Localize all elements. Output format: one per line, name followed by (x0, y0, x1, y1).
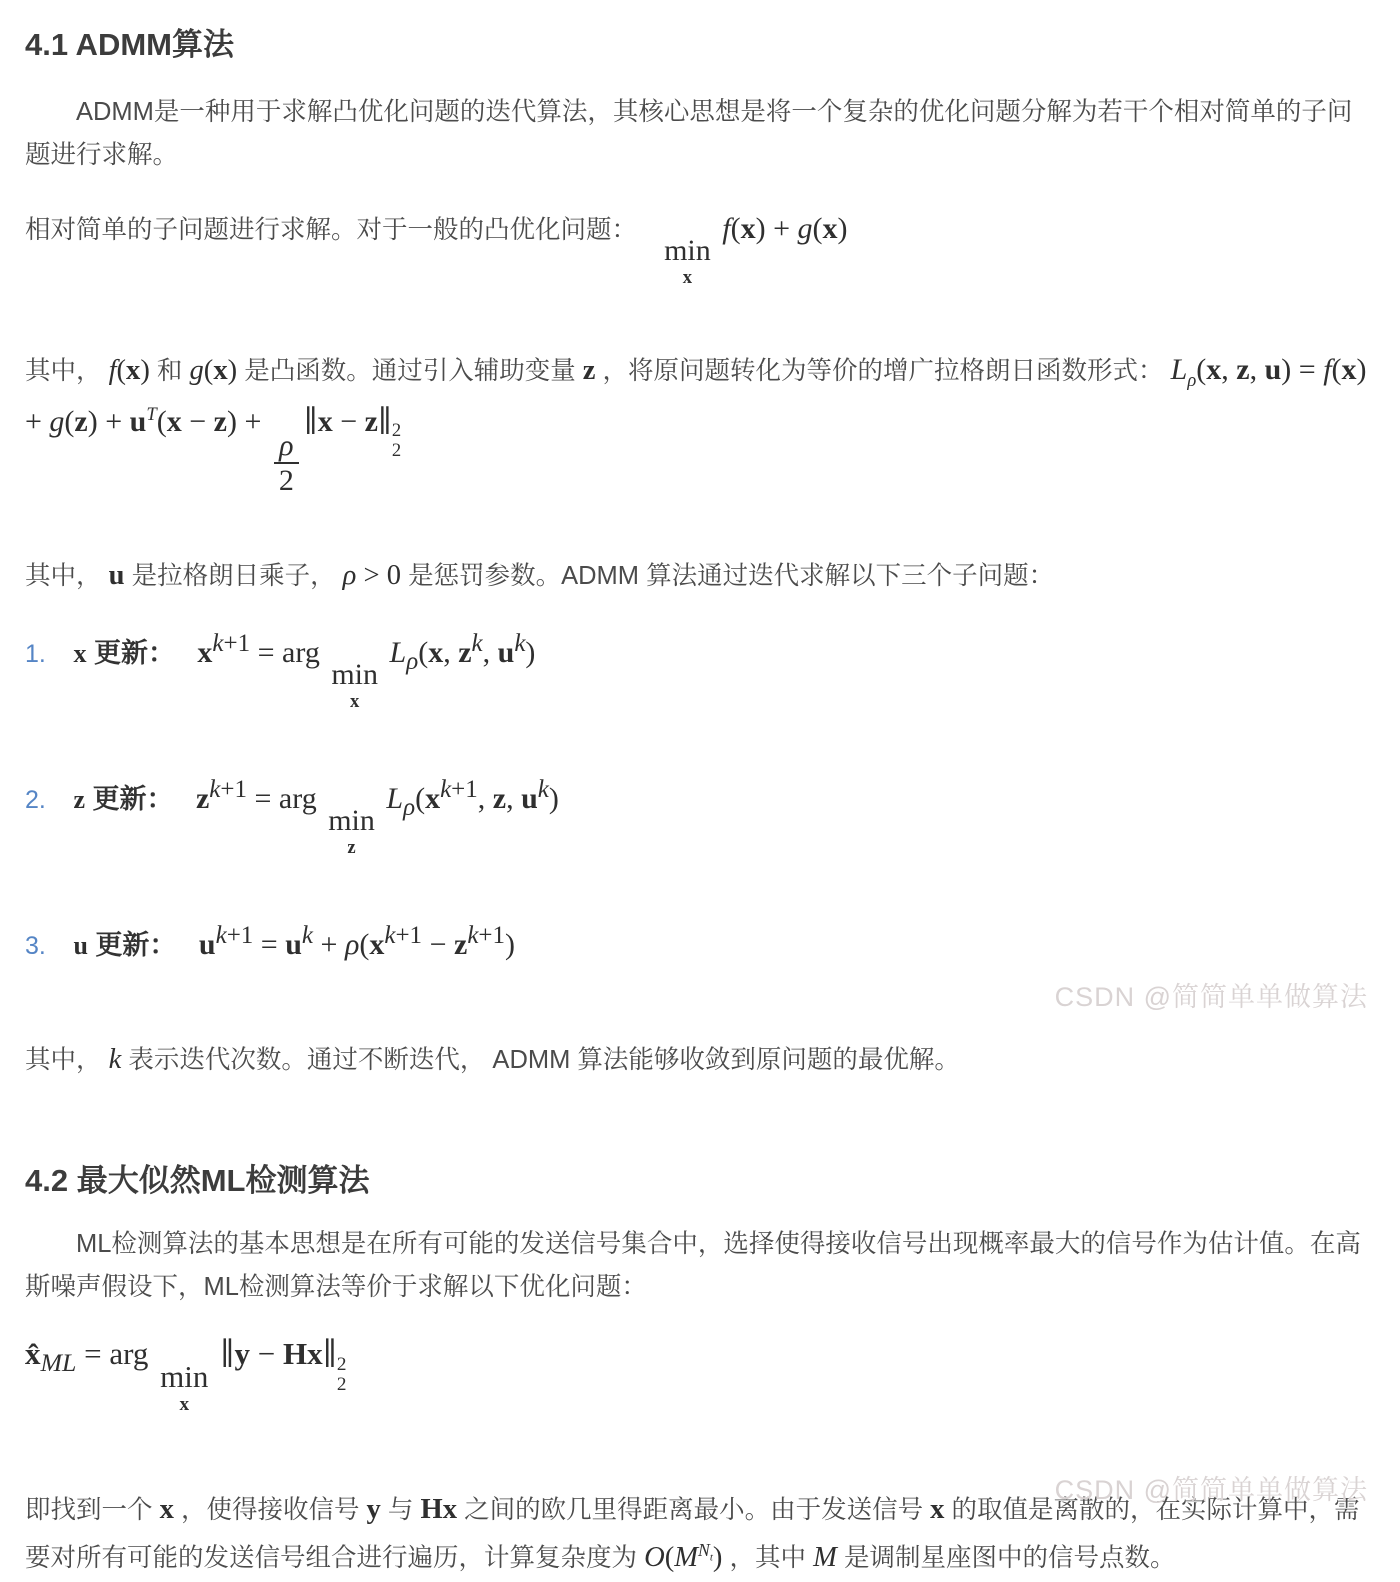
convex-problem-paragraph: 相对简单的子问题进行求解。对于一般的凸优化问题： min x f(x) + g(x) (25, 211, 848, 289)
list-number: 1. (25, 639, 46, 668)
list-number: 3. (25, 932, 46, 961)
list-item-z-update (25, 776, 1375, 858)
csdn-watermark: CSDN @简简单单做算法 (1054, 982, 1368, 1012)
section-41-heading: 4.1 ADMM算法 (25, 27, 234, 62)
section-42-heading: 4.2 最大似然ML检测算法 (25, 1163, 370, 1199)
x-update-formula: $x^{k+1}$ = arg min x $L_\rho(x$, $z^k$, $u^k$) (197, 629, 536, 713)
z-update-label: z 更新： (73, 783, 174, 814)
admm-intro-paragraph: ADMM是一种用于求解凸优化问题的迭代算法，其核心思想是将一个复杂的优化问题分解为若干个相对简单的子问题进行求解。 (25, 97, 1353, 169)
multiplier-penalty-paragraph: 其中， u 是拉格朗日乘子， ρ > 0 是惩罚参数。ADMM 算法通过迭代求解以下三个子问题： (25, 559, 1055, 591)
augmented-lagrangian-paragraph: 其中， f(x) 和 g(x) 是凸函数。通过引入辅助变量 z ，将原问题转化为等价的增广拉格朗日函数形式： $L_\rho(x$, z, $u) = f(x) + g(z) + u^T(x - z)$ + $\frac{\rho}{2}$ ∥x − z∥ 2 2 (25, 352, 1367, 497)
x-update-label: x 更新： (73, 637, 175, 668)
list-item-u-update (25, 922, 1375, 962)
admm-update-list (25, 630, 1375, 962)
csdn-watermark: CSDN @简简单单做算法 (1054, 1475, 1368, 1505)
convergence-paragraph: 其中， k 表示迭代次数。通过不断迭代， ADMM 算法能够收敛到原问题的最优解。 (25, 1044, 960, 1076)
ml-intro-paragraph: ML检测算法的基本思想是在所有可能的发送信号集合中，选择使得接收信号出现概率最大的信号作为估计值。在高斯噪声假设下，ML检测算法等价于求解以下优化问题： (25, 1229, 1361, 1301)
ml-estimator-formula: $x̂_{ML}$ = arg min x ∥y − Hx∥ 2 2 (25, 1335, 347, 1416)
u-update-label: u 更新： (73, 930, 177, 961)
ml-complexity-paragraph: 即找到一个 x ，使得接收信号 y 与 Hx 之间的欧几里得距离最小。由于发送信号 x 的取值是离散的，在实际计算中，需要对所有可能的发送信号组合进行遍历，计算复杂度为 $O(M^{N_t})$ ，其中 M 是调制星座图中的信号点数。 (25, 1494, 1360, 1574)
list-item-x-update (25, 630, 1375, 712)
list-number: 2. (25, 785, 46, 814)
z-update-formula: $z^{k+1}$ = arg min z $L_\rho(x^{k+1}$, z, $u^k$) (195, 775, 559, 859)
u-update-formula: $u^{k+1} = u^k + \rho(x^{k+1} - z^{k+1})$ (198, 922, 516, 962)
